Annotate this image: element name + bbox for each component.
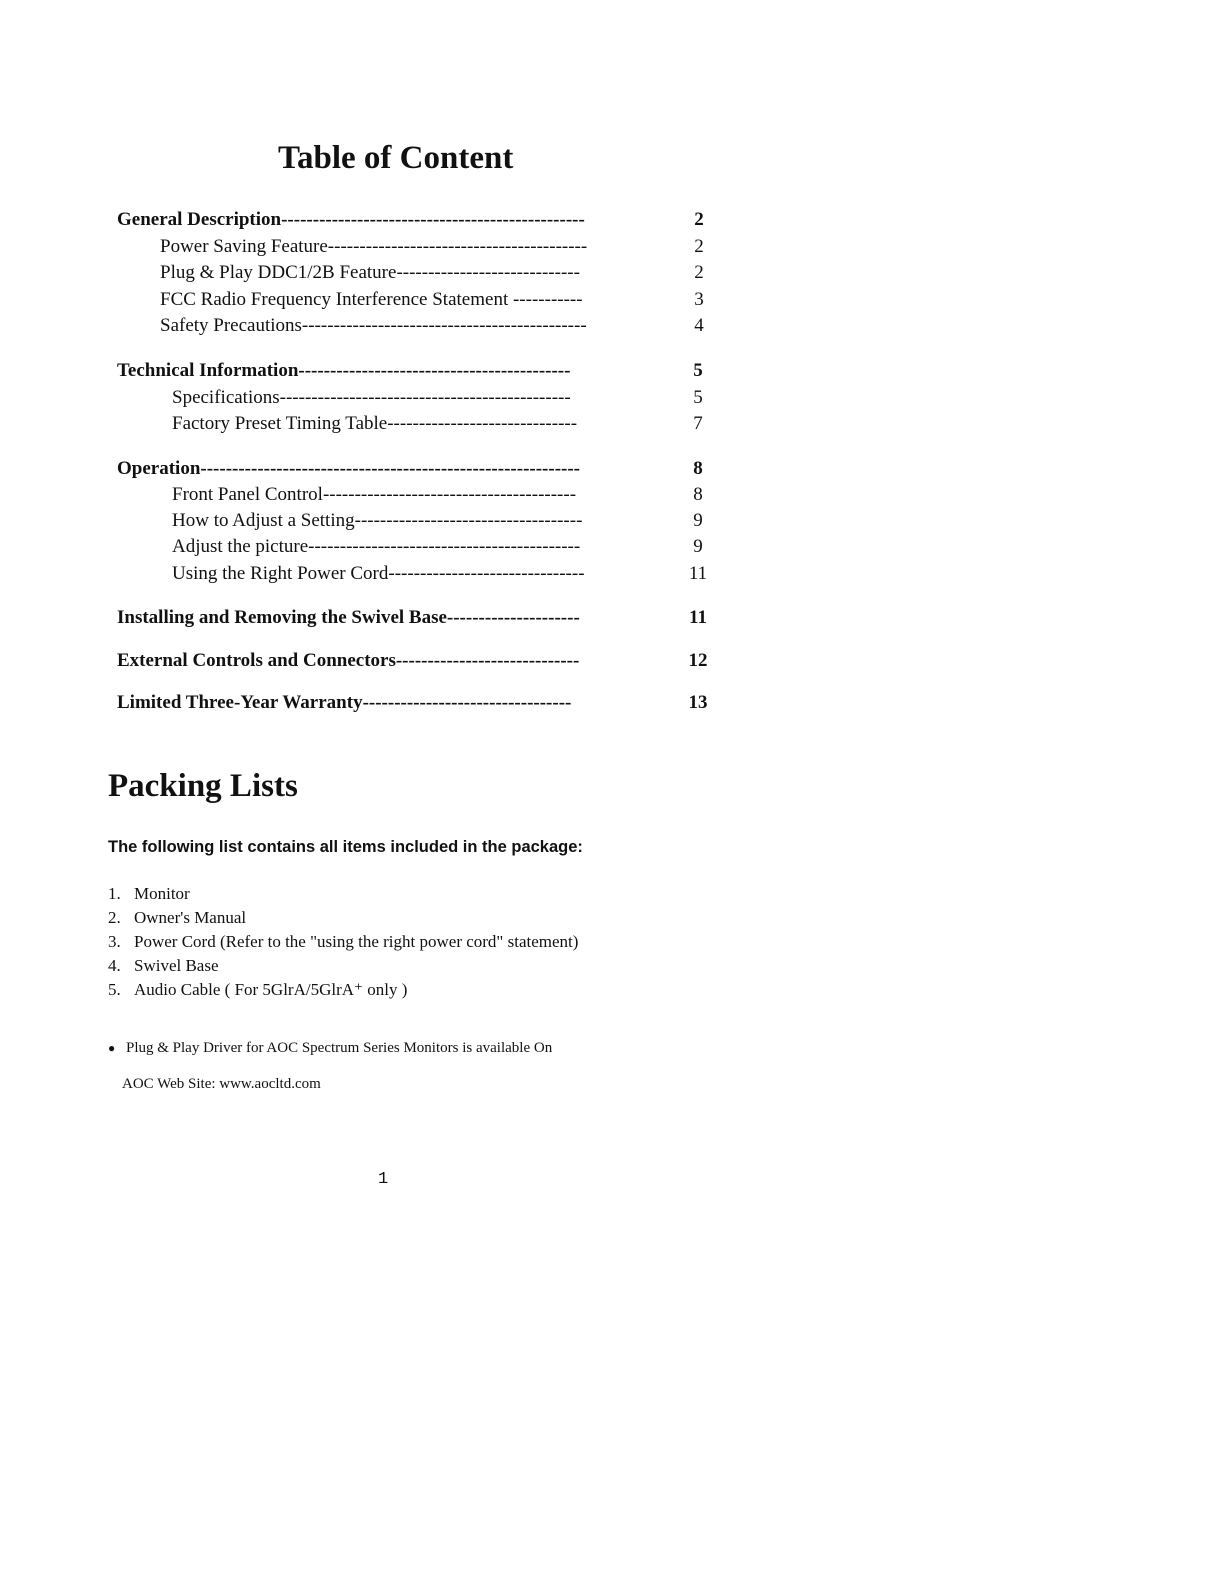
toc-entry-page: 2 bbox=[694, 236, 704, 257]
toc-entry-page: 9 bbox=[693, 510, 703, 531]
toc-entry-page: 11 bbox=[689, 607, 707, 628]
packing-intro: The following list contains all items included in the package: bbox=[108, 838, 583, 856]
toc-entry-label: External Controls and Connectors----------------------------- bbox=[117, 650, 580, 671]
list-item-number: 1. bbox=[108, 884, 121, 903]
packing-lists-title: Packing Lists bbox=[108, 768, 298, 804]
list-item-text: Monitor bbox=[134, 884, 190, 903]
toc-entry-page: 5 bbox=[693, 360, 703, 381]
list-item-text: Power Cord (Refer to the "using the right power cord" statement) bbox=[134, 932, 579, 951]
toc-entry-page: 8 bbox=[693, 484, 703, 505]
list-item-text: Owner's Manual bbox=[134, 908, 247, 927]
toc-entry-label: Specifications---------------------------------------------- bbox=[172, 387, 571, 408]
bullet-icon: ● bbox=[108, 1041, 116, 1056]
toc-entry-page: 2 bbox=[694, 262, 704, 283]
web-site-note[interactable]: AOC Web Site: www.aocltd.com bbox=[122, 1076, 321, 1092]
toc-entry-page: 11 bbox=[688, 563, 708, 584]
toc-entry-label: Front Panel Control---------------------------------------- bbox=[172, 484, 577, 505]
toc-entry-page: 13 bbox=[688, 692, 708, 713]
toc-entry-label: Plug & Play DDC1/2B Feature----------------------------- bbox=[160, 262, 580, 283]
toc-entry-page: 12 bbox=[688, 650, 708, 671]
toc-title: Table of Content bbox=[278, 140, 514, 176]
toc-entry-page: 9 bbox=[693, 536, 703, 557]
list-item bbox=[108, 882, 578, 906]
toc-entry-page: 3 bbox=[694, 289, 704, 310]
driver-note-text: Plug & Play Driver for AOC Spectrum Series Monitors is available On bbox=[126, 1040, 553, 1056]
driver-note bbox=[108, 1040, 552, 1057]
packing-list bbox=[108, 882, 578, 1002]
list-item-text: Swivel Base bbox=[134, 956, 219, 975]
list-item bbox=[108, 954, 578, 978]
toc-entry-label: Installing and Removing the Swivel Base--------------------- bbox=[117, 607, 580, 628]
page-number: 1 bbox=[378, 1170, 389, 1189]
list-item-number: 3. bbox=[108, 932, 121, 951]
toc-entry-label: FCC Radio Frequency Interference Statement ----------- bbox=[160, 289, 583, 310]
toc-entry-label: Factory Preset Timing Table------------------------------ bbox=[172, 413, 578, 434]
toc-entry-label: Using the Right Power Cord------------------------------- bbox=[172, 563, 585, 584]
toc-entry-label: Operation------------------------------------------------------------ bbox=[117, 458, 581, 479]
toc-entry-label: Technical Information------------------------------------------- bbox=[117, 360, 571, 381]
toc-entry-label: Power Saving Feature----------------------------------------- bbox=[160, 236, 588, 257]
toc-entry-label: Adjust the picture------------------------------------------- bbox=[172, 536, 581, 557]
list-item bbox=[108, 906, 578, 930]
toc-entry-page: 4 bbox=[694, 315, 704, 336]
list-item-number: 5. bbox=[108, 980, 121, 999]
toc-entry-page: 8 bbox=[693, 458, 703, 479]
toc-entry-page: 2 bbox=[694, 209, 704, 230]
list-item-number: 4. bbox=[108, 956, 121, 975]
toc-entry-page: 5 bbox=[693, 387, 703, 408]
toc-entry-page: 7 bbox=[693, 413, 703, 434]
toc-entry-label: General Description------------------------------------------------ bbox=[117, 209, 585, 230]
toc-entry-label: How to Adjust a Setting------------------------------------ bbox=[172, 510, 583, 531]
toc-entry-label: Safety Precautions--------------------------------------------- bbox=[160, 315, 587, 336]
list-item-text: Audio Cable ( For 5GlrA/5GlrA⁺ only ) bbox=[134, 980, 408, 999]
list-item-number: 2. bbox=[108, 908, 121, 927]
toc-entry-label: Limited Three-Year Warranty--------------------------------- bbox=[117, 692, 572, 713]
list-item bbox=[108, 930, 578, 954]
list-item bbox=[108, 978, 578, 1002]
